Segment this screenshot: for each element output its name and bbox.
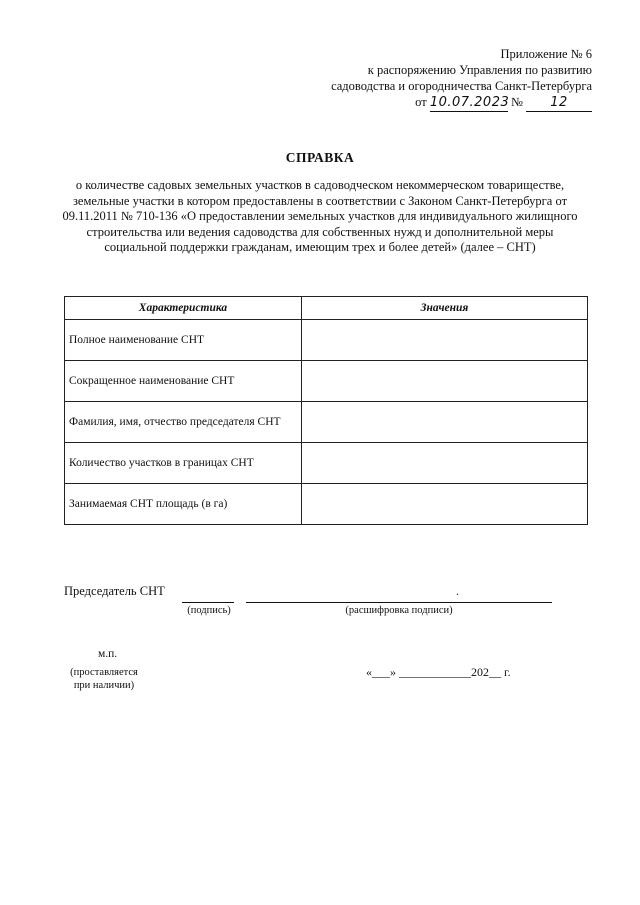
column-header-characteristic: Характеристика: [65, 297, 302, 320]
row-label-area: Занимаемая СНТ площадь (в га): [65, 484, 302, 525]
table-row: [65, 320, 588, 361]
appendix-number: Приложение № 6: [500, 47, 592, 61]
value-cell-full-name[interactable]: [302, 320, 588, 361]
value-cell-plot-count[interactable]: [302, 443, 588, 484]
stamp-note: [64, 666, 144, 692]
row-label-full-name: Полное наименование СНТ: [65, 320, 302, 361]
signature-dot: .: [456, 584, 459, 598]
row-label-chairman: Фамилия, имя, отчество председателя СНТ: [65, 402, 302, 443]
table-row: [65, 361, 588, 402]
row-label-short-name: Сокращенное наименование СНТ: [65, 361, 302, 402]
document-subtitle: о количестве садовых земельных участков в садоводческом некоммерческом товариществе, земельные участки в котором предоставлены в соответствии с Законом Санкт-Петербурга от 09.11.2011 № 710-136 «О предоставлении земельных участков для индивидуального жилищного строительства или ведения садоводства для собственных нужд и дополнительной меры социальной поддержки гражданам, имеющим трех и более детей» (далее – СНТ): [62, 178, 578, 254]
signature-caption: (подпись): [187, 605, 231, 616]
appendix-order-ref: к распоряжению Управления по развитию: [367, 63, 592, 77]
number-label: №: [510, 95, 523, 109]
table-header-row: [65, 297, 588, 320]
order-date: 10.07.2023: [429, 95, 510, 110]
signature-decode-caption: (расшифровка подписи): [345, 605, 453, 616]
signature-decode-line[interactable]: [246, 602, 552, 603]
value-cell-short-name[interactable]: [302, 361, 588, 402]
value-cell-chairman[interactable]: [302, 402, 588, 443]
order-number: 12: [526, 94, 592, 112]
document-title: СПРАВКА: [285, 150, 355, 165]
appendix-department: садоводства и огородничества Санкт-Петербурга: [331, 79, 592, 93]
from-label: от: [415, 95, 427, 109]
appendix-header: [331, 46, 592, 112]
column-header-values: Значения: [302, 297, 588, 320]
row-label-plot-count: Количество участков в границах СНТ: [65, 443, 302, 484]
stamp-place-label: м.п.: [98, 648, 118, 660]
date-field[interactable]: «___» ____________202__ г.: [366, 665, 511, 679]
table-row: [65, 484, 588, 525]
table-row: [65, 402, 588, 443]
table-row: [65, 443, 588, 484]
stamp-note-line1: (проставляется: [70, 667, 138, 678]
value-cell-area[interactable]: [302, 484, 588, 525]
chairman-label: Председатель СНТ: [64, 584, 165, 598]
appendix-date-number-line: [331, 94, 592, 112]
info-table: [64, 296, 588, 525]
signature-line[interactable]: [182, 602, 234, 603]
stamp-note-line2: при наличии): [73, 680, 135, 691]
